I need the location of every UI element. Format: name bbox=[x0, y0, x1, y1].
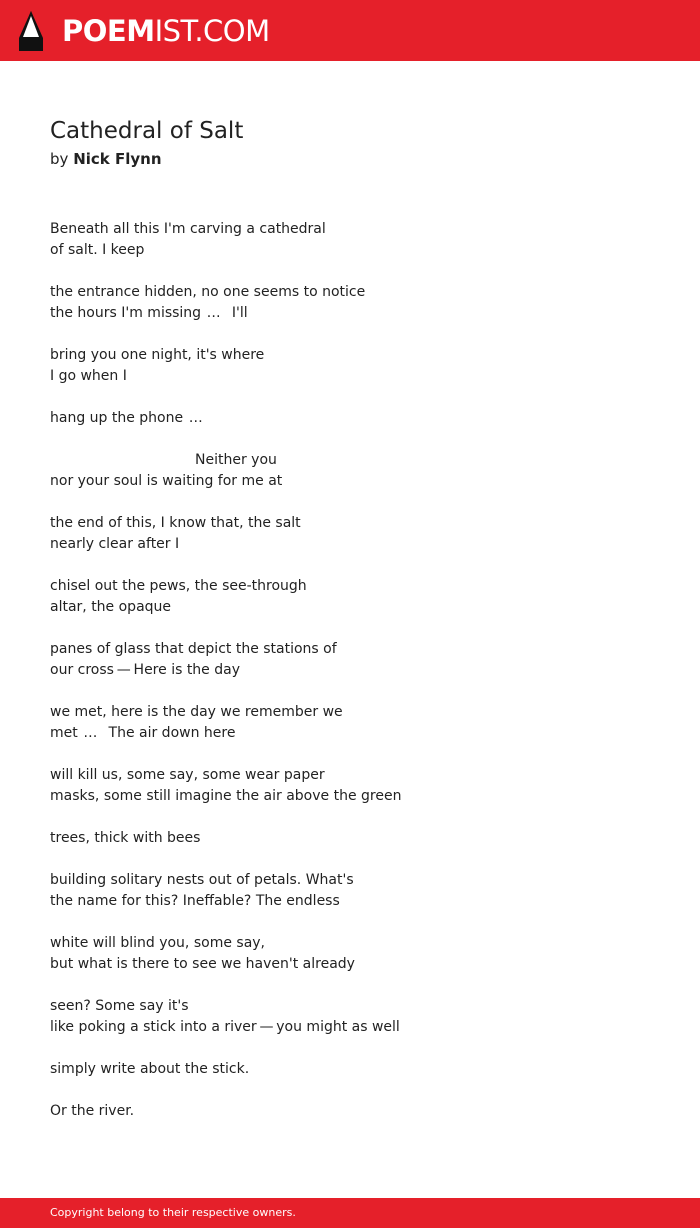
poem-line: of salt. I keep bbox=[50, 242, 145, 258]
stanza bbox=[50, 345, 650, 387]
stanza bbox=[50, 1059, 650, 1080]
poem-line: nearly clear after I bbox=[50, 536, 180, 552]
poem-line: Beneath all this I'm carving a cathedral bbox=[50, 221, 326, 237]
poem-line: our cross — Here is the day bbox=[50, 662, 240, 678]
stanza bbox=[50, 933, 650, 975]
poem-line: the name for this? Ineffable? The endless bbox=[50, 893, 340, 909]
poem-line: we met, here is the day we remember we bbox=[50, 704, 343, 720]
site-footer bbox=[0, 1198, 700, 1228]
author-name: Nick Flynn bbox=[73, 150, 162, 168]
poem-line: the end of this, I know that, the salt bbox=[50, 515, 301, 531]
stanza bbox=[50, 702, 650, 744]
byline bbox=[50, 148, 162, 170]
site-header bbox=[0, 0, 700, 61]
poem-line: white will blind you, some say, bbox=[50, 935, 266, 951]
stanza bbox=[50, 828, 650, 849]
poem-line: seen? Some say it's bbox=[50, 998, 189, 1014]
poem-line: the entrance hidden, no one seems to notice bbox=[50, 284, 366, 300]
poem-line: chisel out the pews, the see-through bbox=[50, 578, 307, 594]
poem-line: hang up the phone … bbox=[50, 410, 214, 426]
stanza bbox=[50, 450, 650, 492]
poem-line: simply write about the stick. bbox=[50, 1061, 250, 1077]
stanza bbox=[50, 282, 650, 324]
poem-line: met … The air down here bbox=[50, 725, 236, 741]
poem-line: but what is there to see we haven't already bbox=[50, 956, 355, 972]
poem-line: panes of glass that depict the stations of bbox=[50, 641, 337, 657]
poem-line: Or the river. bbox=[50, 1103, 135, 1119]
stanza bbox=[50, 765, 650, 807]
brand-light-text: IST.COM bbox=[154, 14, 270, 48]
poem-line: trees, thick with bees bbox=[50, 830, 201, 846]
poem-line: I go when I bbox=[50, 368, 127, 384]
poem-line: nor your soul is waiting for me at bbox=[50, 473, 283, 489]
poem-body bbox=[50, 219, 650, 1143]
poem-line: masks, some still imagine the air above the green bbox=[50, 788, 402, 804]
poem-line: will kill us, some say, some wear paper bbox=[50, 767, 325, 783]
stanza bbox=[50, 408, 650, 429]
brand-bold-text: POEM bbox=[62, 14, 155, 48]
poem-line: like poking a stick into a river — you might as well bbox=[50, 1019, 400, 1035]
stanza bbox=[50, 576, 650, 618]
poem-line: building solitary nests out of petals. What's bbox=[50, 872, 354, 888]
stanza bbox=[50, 870, 650, 912]
pen-nib-icon[interactable] bbox=[18, 10, 44, 52]
by-label: by bbox=[50, 150, 69, 168]
stanza bbox=[50, 996, 650, 1038]
copyright-notice: Copyright belong to their respective owners. bbox=[50, 1206, 296, 1219]
stanza bbox=[50, 219, 650, 261]
stanza bbox=[50, 513, 650, 555]
poem-title: Cathedral of Salt bbox=[50, 118, 244, 144]
stanza bbox=[50, 639, 650, 681]
poem-line-indented: Neither you bbox=[195, 452, 277, 468]
poem-line: altar, the opaque bbox=[50, 599, 172, 615]
site-brand-link[interactable] bbox=[62, 14, 270, 48]
stanza bbox=[50, 1101, 650, 1122]
poem-line: the hours I'm missing … I'll bbox=[50, 305, 248, 321]
poem-line: bring you one night, it's where bbox=[50, 347, 265, 363]
